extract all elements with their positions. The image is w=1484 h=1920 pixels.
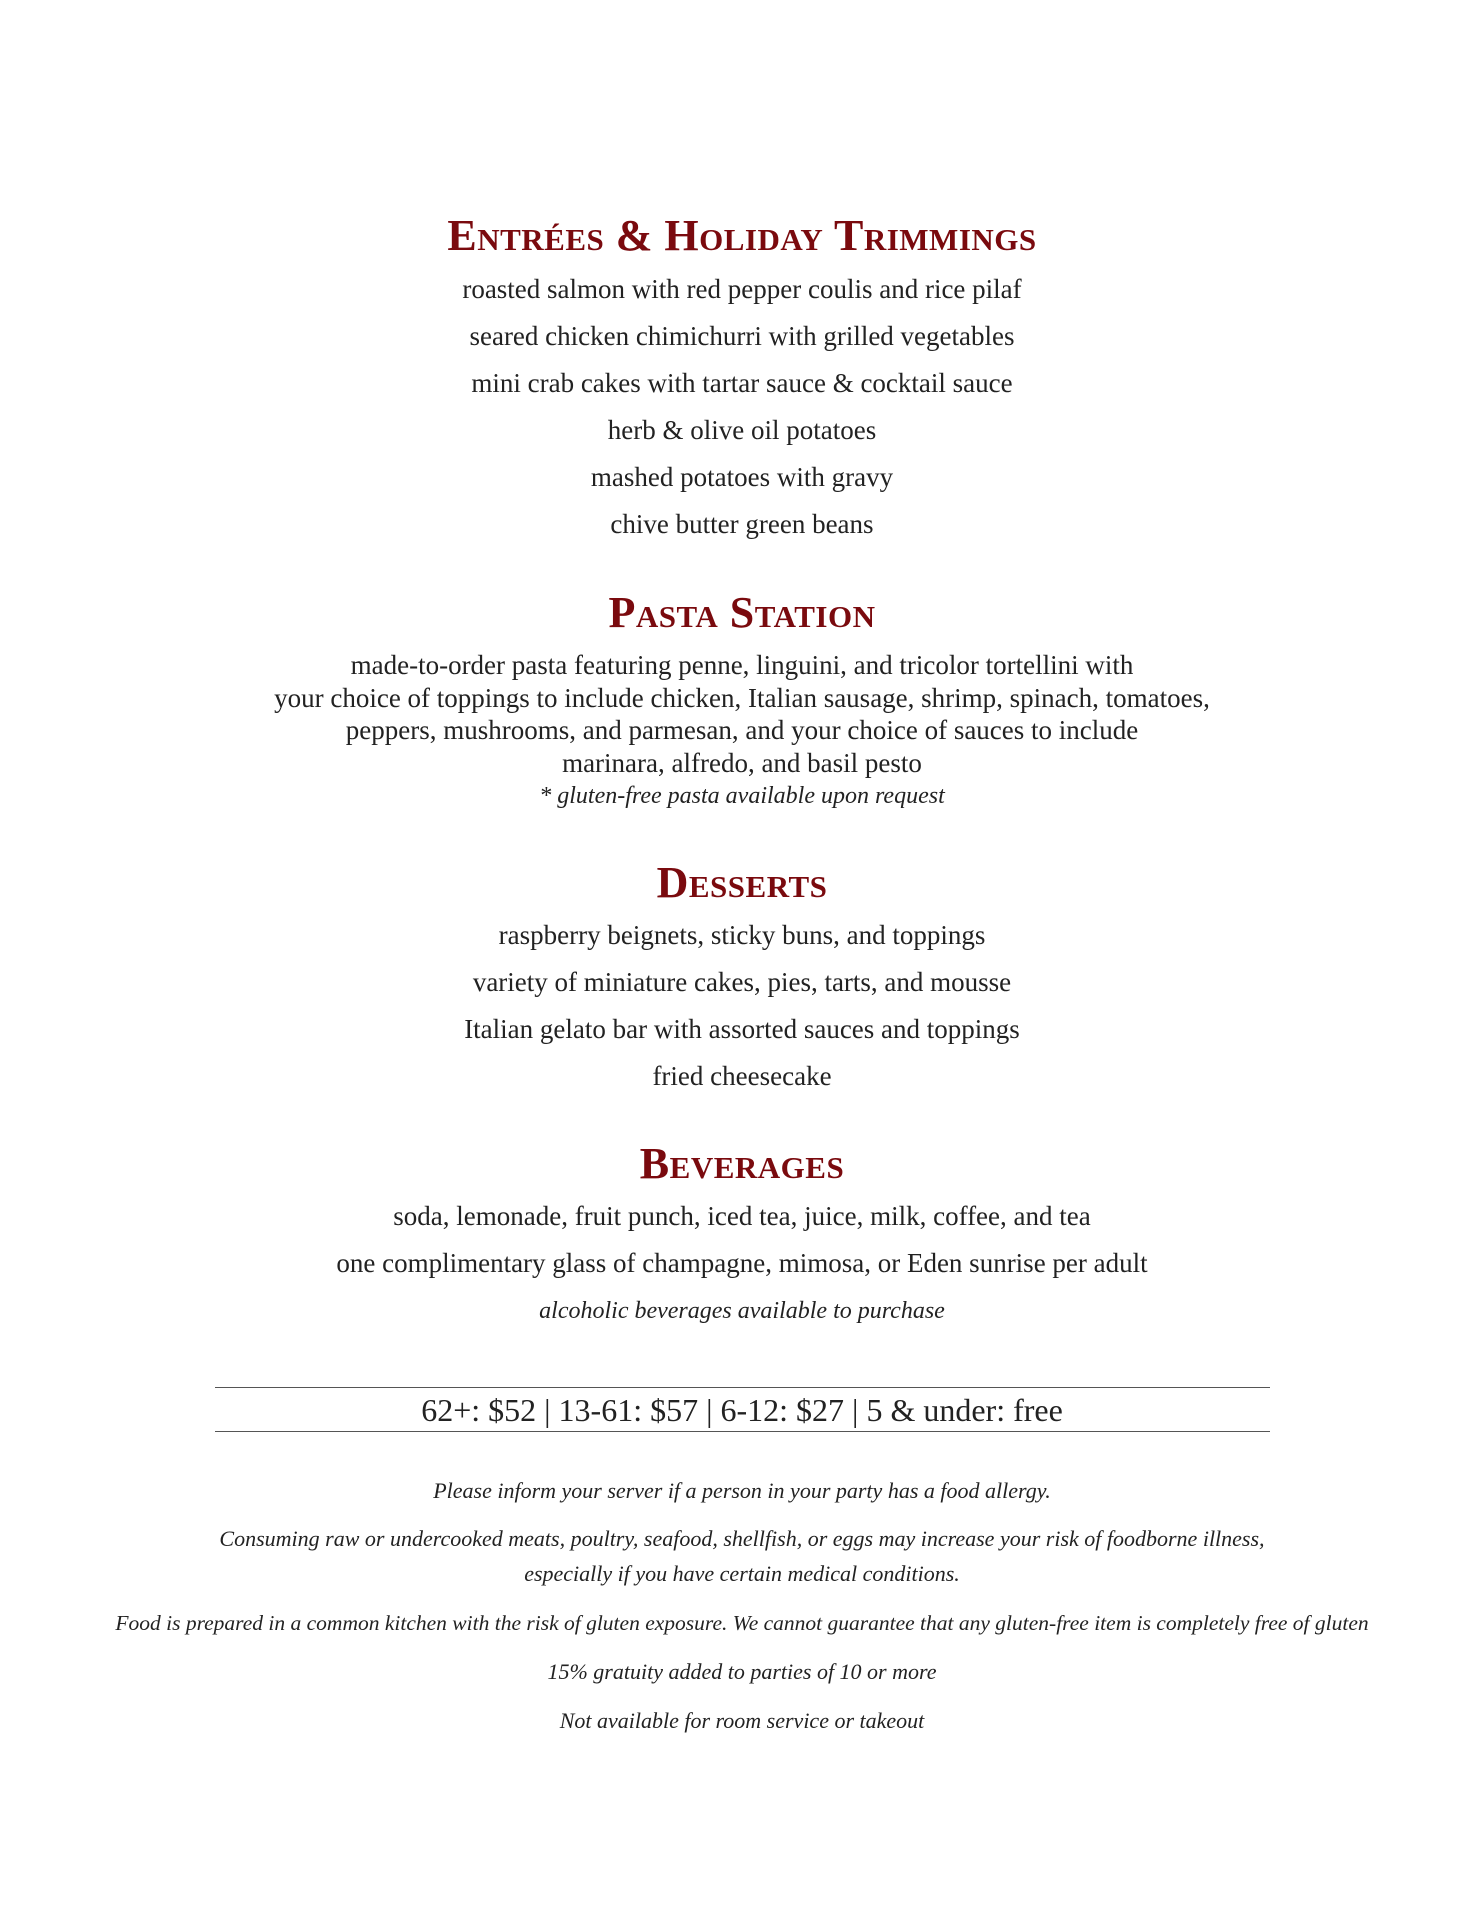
entree-item: roasted salmon with red pepper coulis and rice pilaf — [462, 274, 1022, 304]
entree-item: herb & olive oil potatoes — [607, 415, 877, 445]
pasta-line: your choice of toppings to include chicken, Italian sausage, shrimp, spinach, tomatoes, — [274, 683, 1210, 713]
desserts-heading: Desserts — [656, 858, 828, 907]
beverage-item: soda, lemonade, fruit punch, iced tea, juice, milk, coffee, and tea — [393, 1201, 1091, 1231]
beverages-heading: Beverages — [639, 1139, 845, 1188]
pasta-line: marinara, alfredo, and basil pesto — [562, 748, 922, 778]
raw-food-disclaimer-cont: especially if you have certain medical conditions. — [524, 1561, 960, 1586]
pricing-bottom-rule — [215, 1431, 1270, 1432]
entree-item: chive butter green beans — [610, 509, 874, 539]
allergy-disclaimer: Please inform your server if a person in your party has a food allergy. — [433, 1478, 1051, 1503]
pricing-line: 62+: $52 | 13-61: $57 | 6-12: $27 | 5 & under: free — [421, 1392, 1063, 1428]
raw-food-disclaimer: Consuming raw or undercooked meats, poultry, seafood, shellfish, or eggs may increase your risk of foodborne illness, — [219, 1526, 1265, 1551]
entree-item: mini crab cakes with tartar sauce & cocktail sauce — [471, 368, 1013, 398]
pasta-line: peppers, mushrooms, and parmesan, and your choice of sauces to include — [345, 715, 1139, 745]
pasta-note: * gluten-free pasta available upon request — [539, 783, 945, 809]
pricing-top-rule — [215, 1387, 1270, 1388]
entree-item: seared chicken chimichurri with grilled vegetables — [469, 321, 1015, 351]
gratuity-note: 15% gratuity added to parties of 10 or more — [547, 1659, 937, 1684]
dessert-item: raspberry beignets, sticky buns, and toppings — [498, 920, 986, 950]
availability-note: Not available for room service or takeout — [559, 1708, 925, 1733]
pasta-heading: Pasta Station — [608, 588, 876, 637]
beverage-item: one complimentary glass of champagne, mimosa, or Eden sunrise per adult — [336, 1248, 1148, 1278]
dessert-item: Italian gelato bar with assorted sauces and toppings — [464, 1014, 1020, 1044]
dessert-item: fried cheesecake — [652, 1061, 832, 1091]
entrees-heading: Entrées & Holiday Trimmings — [447, 211, 1037, 260]
dessert-item: variety of miniature cakes, pies, tarts, and mousse — [472, 967, 1012, 997]
beverages-note: alcoholic beverages available to purchase — [539, 1298, 945, 1324]
entree-item: mashed potatoes with gravy — [590, 462, 894, 492]
gluten-disclaimer: Food is prepared in a common kitchen with the risk of gluten exposure. We cannot guarantee that any gluten-free item is completely free of gluten — [115, 1611, 1369, 1635]
pasta-line: made-to-order pasta featuring penne, linguini, and tricolor tortellini with — [350, 650, 1134, 680]
